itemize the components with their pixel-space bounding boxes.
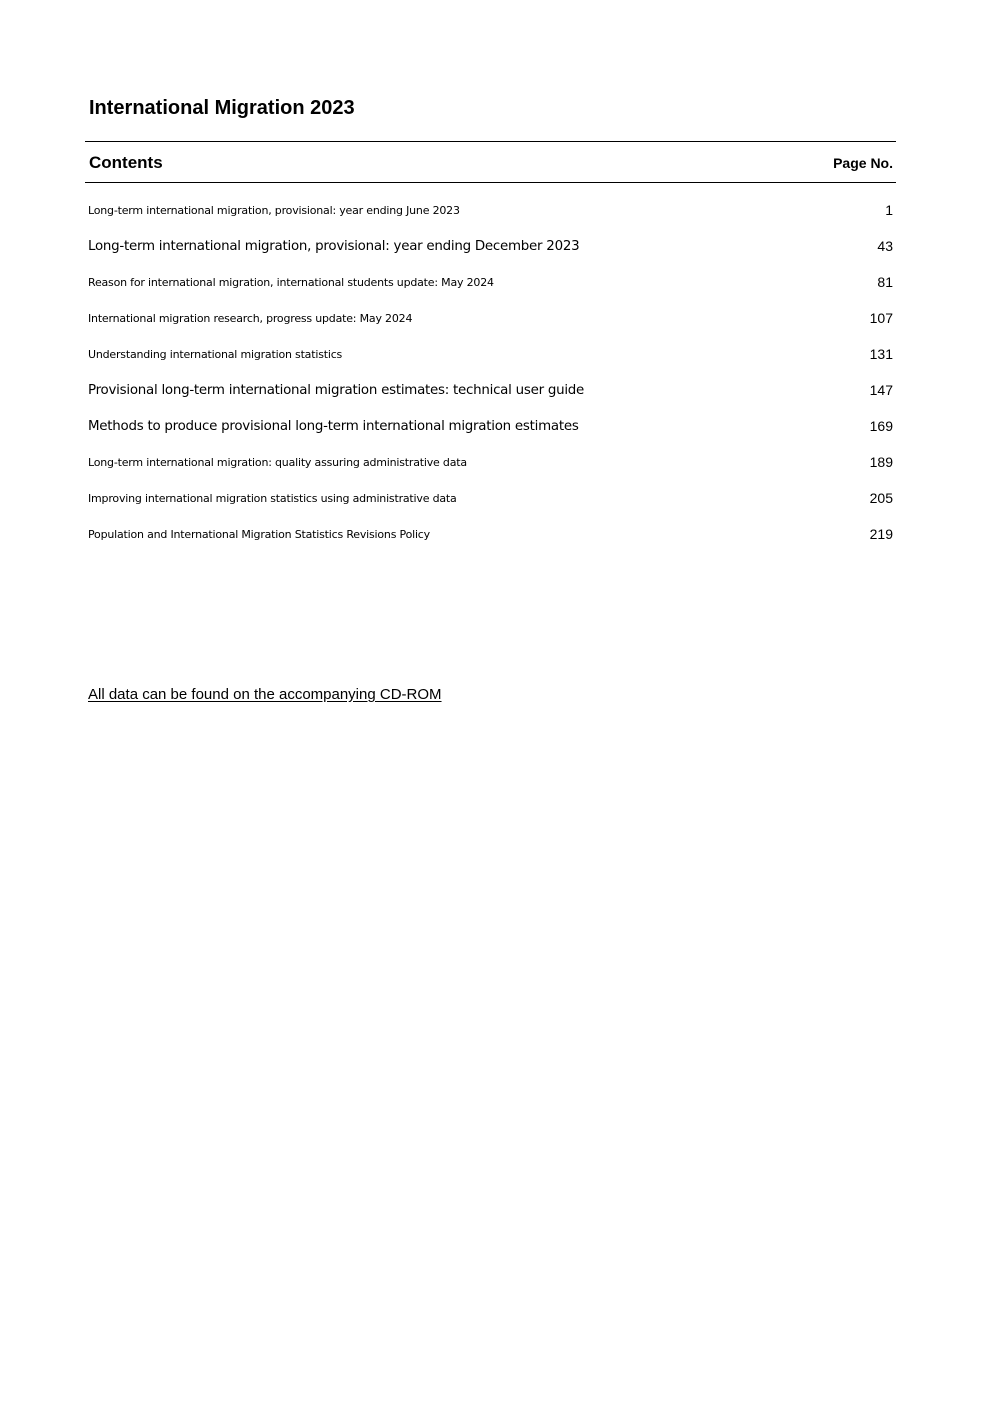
toc-entry-title[interactable]: Reason for international migration, international students update: May 2024 xyxy=(88,275,494,289)
page-number-heading: Page No. xyxy=(833,155,893,171)
toc-entry-page: 107 xyxy=(869,309,893,326)
toc-entry[interactable] xyxy=(88,300,894,336)
toc-entry[interactable] xyxy=(88,444,894,480)
toc-entry-page: 131 xyxy=(869,345,893,362)
toc-entry-title[interactable]: Provisional long-term international migration estimates: technical user guide xyxy=(88,382,585,398)
toc-entry-title[interactable]: Methods to produce provisional long-term international migration estimates xyxy=(88,418,579,434)
toc-entry-page: 81 xyxy=(877,273,893,290)
toc-entry[interactable] xyxy=(88,228,894,264)
contents-heading: Contents xyxy=(89,153,163,172)
table-of-contents xyxy=(88,192,894,552)
toc-entry-page: 189 xyxy=(869,453,893,470)
toc-entry[interactable] xyxy=(88,408,894,444)
toc-entry-page: 205 xyxy=(869,489,893,506)
document-title: International Migration 2023 xyxy=(89,97,355,119)
toc-entry-title[interactable]: International migration research, progress update: May 2024 xyxy=(88,311,413,325)
toc-entry[interactable] xyxy=(88,192,894,228)
toc-entry[interactable] xyxy=(88,372,894,408)
toc-entry[interactable] xyxy=(88,336,894,372)
contents-bottom-divider xyxy=(85,182,896,183)
toc-entry-page: 1 xyxy=(885,201,893,218)
toc-entry-page: 147 xyxy=(869,381,893,398)
toc-entry-title[interactable]: Population and International Migration Statistics Revisions Policy xyxy=(88,527,430,541)
toc-entry-page: 43 xyxy=(877,237,893,254)
toc-entry-page: 219 xyxy=(869,525,893,542)
toc-entry-page: 169 xyxy=(869,417,893,434)
toc-entry[interactable] xyxy=(88,264,894,300)
toc-entry[interactable] xyxy=(88,480,894,516)
toc-entry-title[interactable]: Understanding international migration statistics xyxy=(88,347,343,361)
toc-entry[interactable] xyxy=(88,516,894,552)
toc-entry-title[interactable]: Improving international migration statistics using administrative data xyxy=(88,491,457,505)
toc-entry-title[interactable]: Long-term international migration, provisional: year ending June 2023 xyxy=(88,203,460,217)
toc-entry-title[interactable]: Long-term international migration, provisional: year ending December 2023 xyxy=(88,238,580,254)
toc-entry-title[interactable]: Long-term international migration: quality assuring administrative data xyxy=(88,455,467,469)
cd-rom-data-link[interactable]: All data can be found on the accompanying CD-ROM xyxy=(88,686,442,703)
contents-top-divider xyxy=(85,141,896,142)
